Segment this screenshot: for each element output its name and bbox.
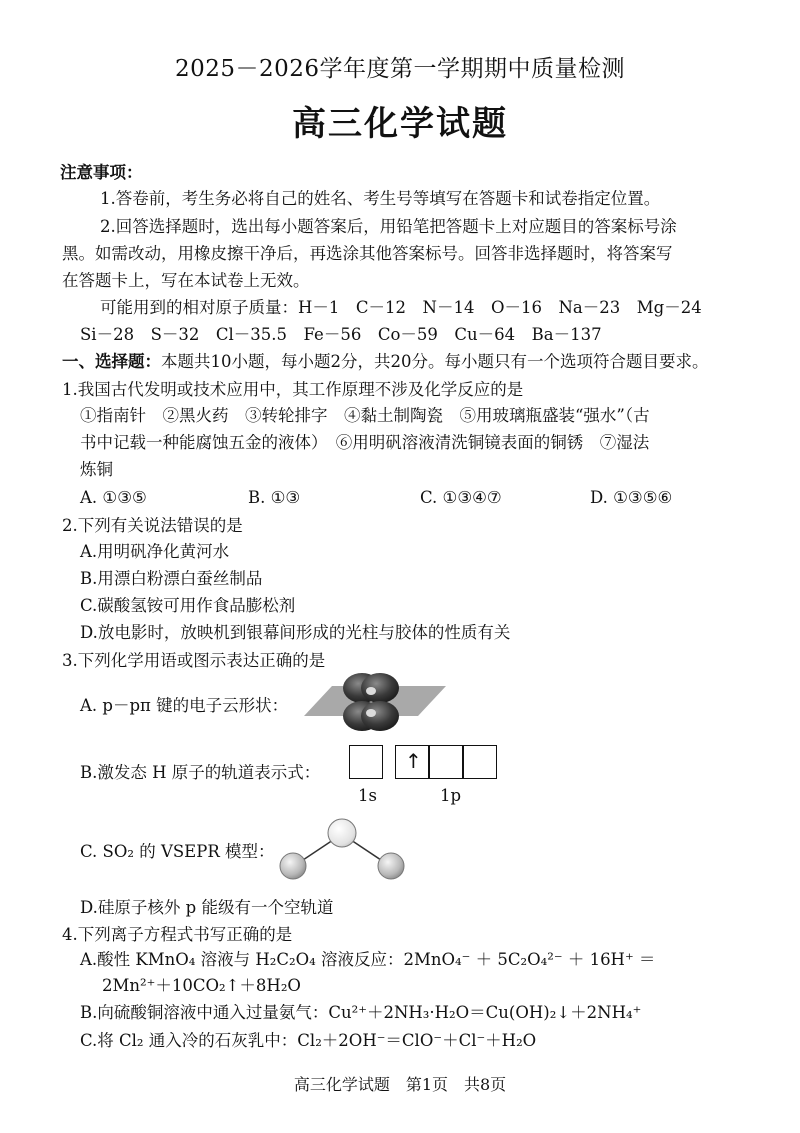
orbital-box-1p-3 xyxy=(463,745,497,779)
exam-title: 高三化学试题 xyxy=(292,104,508,144)
upper-right-lobe xyxy=(361,673,399,703)
orbital-box-1p-2 xyxy=(429,745,463,779)
q1-items-line-2: 书中记载一种能腐蚀五金的液体） ⑥用明矾溶液清洗铜镜表面的铜锈 ⑦湿法 xyxy=(80,433,650,452)
section-1-heading xyxy=(62,352,709,372)
q2-option-a: A.用明矾净化黄河水 xyxy=(80,542,230,561)
q3-option-d: D.硅原子核外 p 能级有一个空轨道 xyxy=(80,898,334,917)
section-1-description: 本题共10小题，每小题2分，共20分。每小题只有一个选项符合题目要求。 xyxy=(161,352,709,371)
q1-items-line-1: ①指南针 ②黑火药 ③转轮排字 ④黏土制陶瓷 ⑤用玻璃瓶盛装“强水”（古 xyxy=(80,406,650,425)
q1-items-line-3: 炼铜 xyxy=(80,460,113,479)
q2-option-d: D.放电影时，放映机到银幕间形成的光柱与胶体的性质有关 xyxy=(80,623,511,642)
so2-vsepr-model-figure xyxy=(272,812,412,887)
page-footer: 高三化学试题 第1页 共8页 xyxy=(293,1075,507,1094)
q4-option-b: B.向硫酸铜溶液中通入过量氨气：Cu²⁺＋2NH₃·H₂O＝Cu(OH)₂↓＋2NH₄⁺ xyxy=(80,1003,642,1022)
orbital-label-1p: 1p xyxy=(440,786,462,805)
atomic-mass-line-2: Si－28 S－32 Cl－35.5 Fe－56 Co－59 Cu－64 Ba－137 xyxy=(80,325,602,344)
q3-stem: 3.下列化学用语或图示表达正确的是 xyxy=(62,651,326,670)
section-1-label: 一、选择题： xyxy=(62,352,161,371)
notes-item-1: 1.答卷前，考生务必将自己的姓名、考生号等填写在答题卡和试卷指定位置。 xyxy=(100,189,661,208)
q2-stem: 2.下列有关说法错误的是 xyxy=(62,516,243,535)
notes-item-2-line-1: 2.回答选择题时，选出每小题答案后，用铅笔把答题卡上对应题目的答案标号涂 xyxy=(100,217,677,236)
lower-right-lobe xyxy=(361,701,399,731)
atomic-mass-line-1: 可能用到的相对原子质量：H－1 C－12 N－14 O－16 Na－23 Mg－24 xyxy=(100,298,702,317)
notes-item-2-line-3: 在答题卡上，写在本试卷上无效。 xyxy=(62,271,310,290)
upper-highlight xyxy=(366,687,376,695)
q3-option-a: A. p－pπ 键的电子云形状： xyxy=(80,696,289,715)
q4-stem: 4.下列离子方程式书写正确的是 xyxy=(62,925,293,944)
q1-option-b: B. ①③ xyxy=(248,488,301,507)
exam-subtitle: 2025－2026学年度第一学期期中质量检测 xyxy=(174,56,626,82)
central-sulfur-atom xyxy=(328,819,356,847)
orbital-box-1p-1 xyxy=(395,745,429,779)
notes-item-2-line-2: 黑。如需改动，用橡皮擦干净后，再选涂其他答案标号。回答非选择题时，将答案写 xyxy=(62,244,673,263)
q2-option-b: B.用漂白粉漂白蚕丝制品 xyxy=(80,569,263,588)
lower-highlight xyxy=(366,709,376,717)
q1-stem: 1.我国古代发明或技术应用中，其工作原理不涉及化学反应的是 xyxy=(62,380,524,399)
q2-option-c: C.碳酸氢铵可用作食品膨松剂 xyxy=(80,596,296,615)
q4-option-c: C.将 Cl₂ 通入冷的石灰乳中：Cl₂＋2OH⁻＝ClO⁻＋Cl⁻＋H₂O xyxy=(80,1031,537,1050)
orbital-box-1s xyxy=(349,745,383,779)
oxygen-atom-left xyxy=(280,853,306,879)
orbital-label-1s: 1s xyxy=(358,786,377,805)
q1-option-c: C. ①③④⑦ xyxy=(420,488,502,507)
q1-option-a: A. ①③⑤ xyxy=(80,488,147,507)
q4-option-a-line-1: A.酸性 KMnO₄ 溶液与 H₂C₂O₄ 溶液反应：2MnO₄⁻ ＋ 5C₂O₄²⁻ ＋ 16H⁺ ＝ xyxy=(80,950,656,969)
oxygen-atom-right xyxy=(378,853,404,879)
q1-option-d: D. ①③⑤⑥ xyxy=(590,488,673,507)
electron-up-arrow: ↑ xyxy=(405,749,422,773)
q3-option-c: C. SO₂ 的 VSEPR 模型： xyxy=(80,842,275,861)
q3-option-b: B.激发态 H 原子的轨道表示式： xyxy=(80,763,321,782)
notes-heading: 注意事项： xyxy=(60,163,143,182)
p-p-pi-bond-electron-cloud-figure xyxy=(300,664,450,739)
q4-option-a-line-2: 2Mn²⁺＋10CO₂↑＋8H₂O xyxy=(102,976,301,995)
